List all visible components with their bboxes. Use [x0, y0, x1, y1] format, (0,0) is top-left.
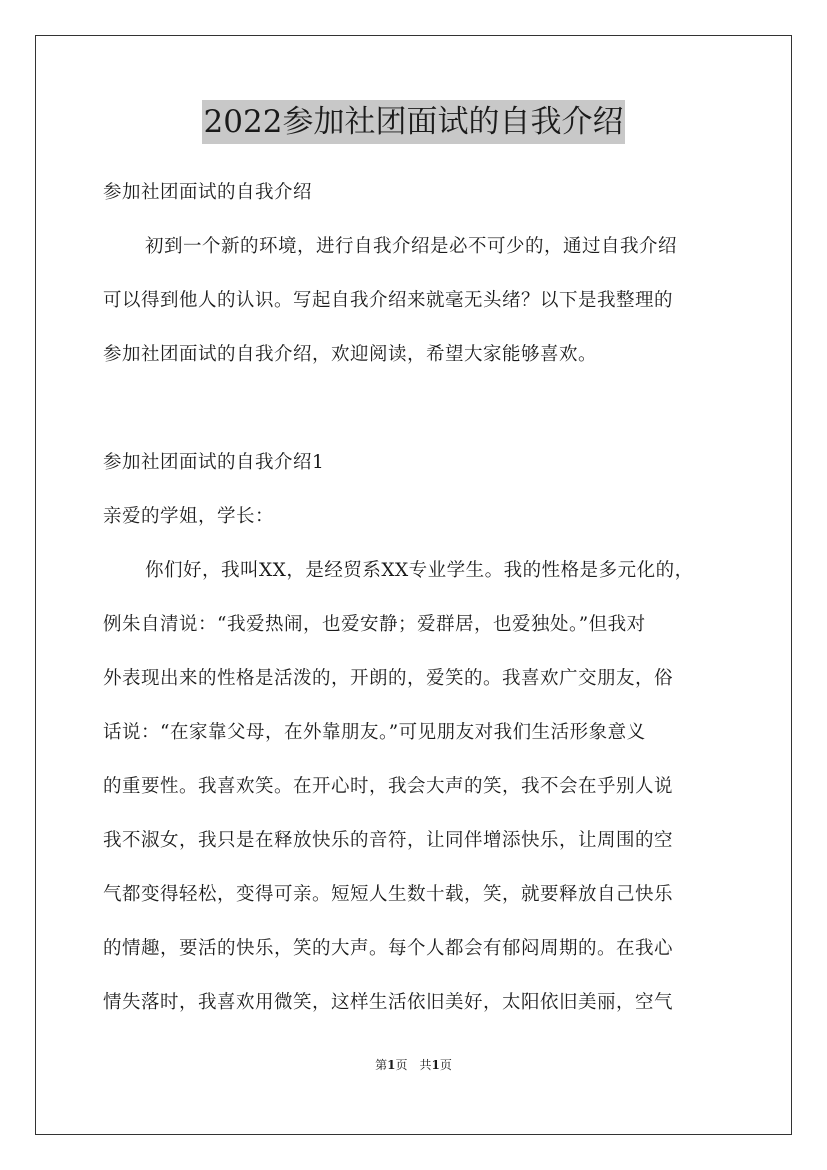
document-title: 2022参加社团面试的自我介绍 — [202, 100, 626, 144]
page-footer — [0, 1057, 827, 1073]
page-suffix: 页 — [439, 1058, 452, 1072]
page-total: 1 — [431, 1058, 440, 1072]
title-container — [0, 100, 827, 144]
salutation: 亲爱的学姐，学长： — [103, 506, 275, 527]
paragraph-line: 的情趣，要活的快乐，笑的大声。每个人都会有郁闷周期的。在我心 — [103, 938, 674, 959]
paragraph-line: 可以得到他人的认识。写起自我介绍来就毫无头绪？以下是我整理的 — [103, 290, 674, 311]
page-prefix: 第 — [375, 1058, 388, 1072]
section-heading: 参加社团面试的自我介绍1 — [103, 452, 325, 473]
paragraph-line: 外表现出来的性格是活泼的，开朗的，爱笑的。我喜欢广交朋友，俗 — [103, 668, 674, 689]
paragraph-line: 气都变得轻松，变得可亲。短短人生数十载，笑，就要释放自己快乐 — [103, 884, 674, 905]
paragraph-line: 你们好，我叫XX，是经贸系XX专业学生。我的性格是多元化的， — [145, 560, 694, 581]
paragraph-line: 我不淑女，我只是在释放快乐的音符，让同伴增添快乐，让周围的空 — [103, 830, 674, 851]
paragraph-line: 参加社团面试的自我介绍，欢迎阅读，希望大家能够喜欢。 — [103, 344, 598, 365]
page-mid: 页 共 — [395, 1058, 432, 1072]
paragraph-line: 话说：“在家靠父母，在外靠朋友。”可见朋友对我们生活形象意义 — [103, 722, 646, 743]
section-heading: 参加社团面试的自我介绍 — [103, 182, 313, 203]
paragraph-line: 情失落时，我喜欢用微笑，这样生活依旧美好，太阳依旧美丽，空气 — [103, 992, 674, 1013]
paragraph-line: 例朱自清说：“我爱热闹，也爱安静；爱群居，也爱独处。”但我对 — [103, 614, 646, 635]
paragraph-line: 初到一个新的环境，进行自我介绍是必不可少的，通过自我介绍 — [145, 236, 678, 257]
page-current: 1 — [387, 1058, 396, 1072]
paragraph-line: 的重要性。我喜欢笑。在开心时，我会大声的笑，我不会在乎别人说 — [103, 776, 674, 797]
